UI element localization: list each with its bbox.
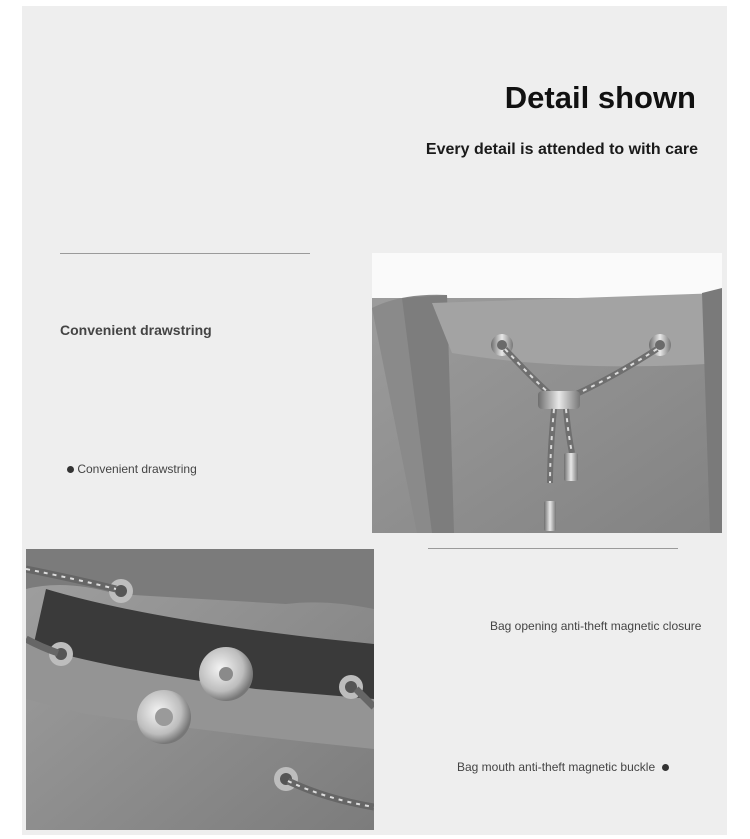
drawstring-heading: Convenient drawstring (60, 322, 212, 338)
drawstring-photo (372, 253, 722, 533)
drawstring-bullet (67, 462, 197, 476)
divider-right (428, 548, 678, 549)
bullet-dot-icon (67, 466, 74, 473)
magnetic-bullet-label: Bag mouth anti-theft magnetic buckle (457, 760, 656, 774)
page-title: Detail shown (504, 80, 696, 115)
magnetic-bullet (457, 760, 669, 774)
drawstring-bullet-label: Convenient drawstring (77, 462, 197, 476)
bullet-dot-icon (662, 764, 669, 771)
magnetic-heading: Bag opening anti-theft magnetic closure (490, 619, 702, 633)
page-subtitle: Every detail is attended to with care (425, 141, 698, 158)
magnetic-buckle-photo (26, 549, 374, 830)
divider-left (60, 253, 310, 254)
